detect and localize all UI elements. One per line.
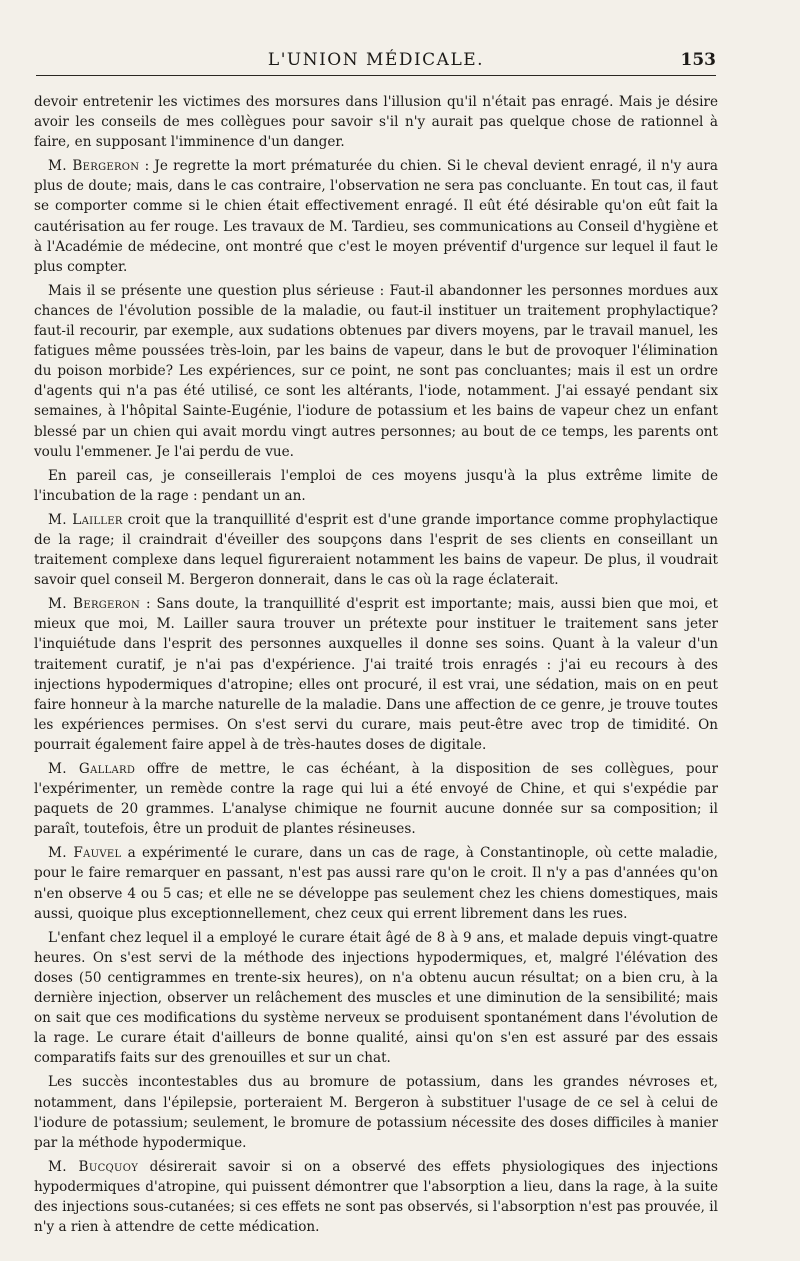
- paragraph: [34, 92, 718, 152]
- paragraph-text: désirerait savoir si on a observé des effets physiologiques des injections hypodermiques d'atropine, qui puissent démontrer que l'absorption a lieu, dans la rage, à la suite des injections sous-cutanées; si ces effets ne sont pas observés, si l'absorption n'est pas prouvée, il n'y a rien à attendre de cette médication.: [34, 1158, 719, 1236]
- paragraph: [34, 1157, 718, 1237]
- speaker-name: M. Bergeron: [48, 596, 141, 613]
- paragraph: [34, 281, 718, 462]
- paragraph: [34, 928, 718, 1069]
- paragraph: [34, 156, 718, 277]
- page-header: [36, 40, 716, 80]
- speaker-name: M. Gallard: [48, 761, 136, 777]
- paragraph: [34, 594, 718, 755]
- paragraph-text: offre de mettre, le cas échéant, à la disposition de ses collègues, pour l'expérimenter, un remède contre la rage qui lui a été envoyé de Chine, et qui s'expédie par paquets de 20 grammes. L'analyse chimique ne fournit aucune donnée sur sa composition; il paraît, toutefois, être un produit de plantes résineuses.: [34, 761, 719, 838]
- paragraph-text: a expérimenté le curare, dans un cas de rage, à Constantinople, où cette maladie, pour le faire remarquer en passant, n'est pas aussi rare qu'on le croit. Il n'y a pas d'années qu'on n'en observe 4 ou 5 cas; et elle ne se développe pas seulement chez les chiens domestiques, mais aussi, quoique plus exceptionnellement, chez ceux qui errent librement dans les rues.: [34, 845, 718, 922]
- paragraph: [34, 843, 718, 923]
- paragraph-text: devoir entretenir les victimes des morsures dans l'illusion qu'il n'était pas enragé. Mais je désire avoir les conseils de mes collègues pour savoir s'il n'y aurait pas quelque chose de rationnel à faire, en supposant l'imminence d'un danger.: [34, 94, 718, 151]
- paragraph: [34, 510, 718, 590]
- journal-title: L'UNION MÉDICALE.: [267, 50, 485, 70]
- paragraph-text: L'enfant chez lequel il a employé le curare était âgé de 8 à 9 ans, et malade depuis vingt-quatre heures. On s'est servi de la méthode des injections hypodermiques, et, malgré l'élévation des doses (50 centigrammes en trente-six heures), on n'a obtenu aucun résultat; on a bien cru, à la dernière injection, observer un relâchement des muscles et une diminution de la sensibilité; mais on sait que ces modifications du système nerveux se produisent spontanément dans l'évolution de la rage. Le curare était d'ailleurs de bonne qualité, ainsi qu'on s'en est assuré par des essais comparatifs faits sur des grenouilles et sur un chat.: [34, 929, 718, 1067]
- header-rule: [36, 75, 716, 76]
- paragraph: [34, 759, 718, 839]
- speaker-name: M. Lailler: [48, 511, 123, 528]
- paragraph-text: Les succès incontestables dus au bromure de potassium, dans les grandes névroses et, notamment, dans l'épilepsie, porteraient M. Bergeron à substituer l'usage de ce sel à celui de l'iodure de potassium; seulement, le bromure de potassium nécessite des doses difficiles à manier par la méthode hypodermique.: [34, 1074, 718, 1151]
- speaker-name: M. Fauvel: [48, 845, 122, 862]
- paragraph-text: En pareil cas, je conseillerais l'emploi de ces moyens jusqu'à la plus extrême limite de l'incubation de la rage : pendant un an.: [34, 467, 718, 504]
- speaker-name: M. Bergeron: [48, 158, 140, 175]
- paragraph-text: : Je regrette la mort prématurée du chien. Si le cheval devient enragé, il n'y aura plus de doute; mais, dans le cas contraire, l'observation ne sera pas concluante. En tout cas, il faut se comporter comme si le chien était effectivement enragé. Il eût été désirable qu'on eût fait la cautérisation au fer rouge. Les travaux de M. Tardieu, ses communications au Conseil d'hygiène et à l'Académie de médecine, ont montré que c'est le moyen préventif d'urgence sur lequel il faut le plus compter.: [34, 158, 719, 275]
- article-body: [34, 92, 718, 1241]
- speaker-name: M. Bucquoy: [48, 1158, 139, 1175]
- paragraph-text: : Sans doute, la tranquillité d'esprit est importante; mais, aussi bien que moi, et mieux que moi, M. Lailler saura trouver un prétexte pour instituer le traitement sans jeter l'inquiétude dans l'esprit des personnes auxquelles il donne ses soins. Quant à la valeur d'un traitement curatif, je n'ai pas d'expérience. J'ai traité trois enragés : j'ai eu recours à des injections hypodermiques d'atropine; elles ont procuré, il est vrai, une sédation, mais on en peut faire honneur à la marche naturelle de la maladie. Dans une affection de ce genre, je trouve toutes les expériences permises. On s'est servi du curare, mais peut-être avec trop de timidité. On pourrait également faire appel à de très-hautes doses de digitale.: [34, 596, 719, 753]
- paragraph-text: croit que la tranquillité d'esprit est d'une grande importance comme prophylactique de la rage; il craindrait d'éveiller des soupçons dans l'esprit de ses clients en conseillant un traitement complexe dans lequel figureraient notamment les bains de vapeur. De plus, il voudrait savoir quel conseil M. Bergeron donnerait, dans le cas où la rage éclaterait.: [34, 511, 719, 589]
- paragraph-text: Mais il se présente une question plus sérieuse : Faut-il abandonner les personnes mordues aux chances de l'évolution possible de la maladie, ou faut-il instituer un traitement prophylactique? faut-il recourir, par exemple, aux sudations obtenues par divers moyens, par le travail manuel, les fatigues même poussées très-loin, par les bains de vapeur, dans le but de provoquer l'élimination du poison morbide? Les expériences, sur ce point, ne sont pas concluantes; mais il est un ordre d'agents qui n'a pas été utilisé, ce sont les altérants, l'iode, notamment. J'ai essayé pendant six semaines, à l'hôpital Sainte-Eugénie, l'iodure de potassium et les bains de vapeur chez un enfant blessé par un chien qui avait mordu vingt autres personnes; au bout de ce temps, les parents ont voulu l'emmener. Je l'ai perdu de vue.: [34, 282, 718, 460]
- paragraph: [34, 466, 718, 506]
- paragraph: [34, 1072, 718, 1152]
- page-number: 153: [680, 50, 716, 70]
